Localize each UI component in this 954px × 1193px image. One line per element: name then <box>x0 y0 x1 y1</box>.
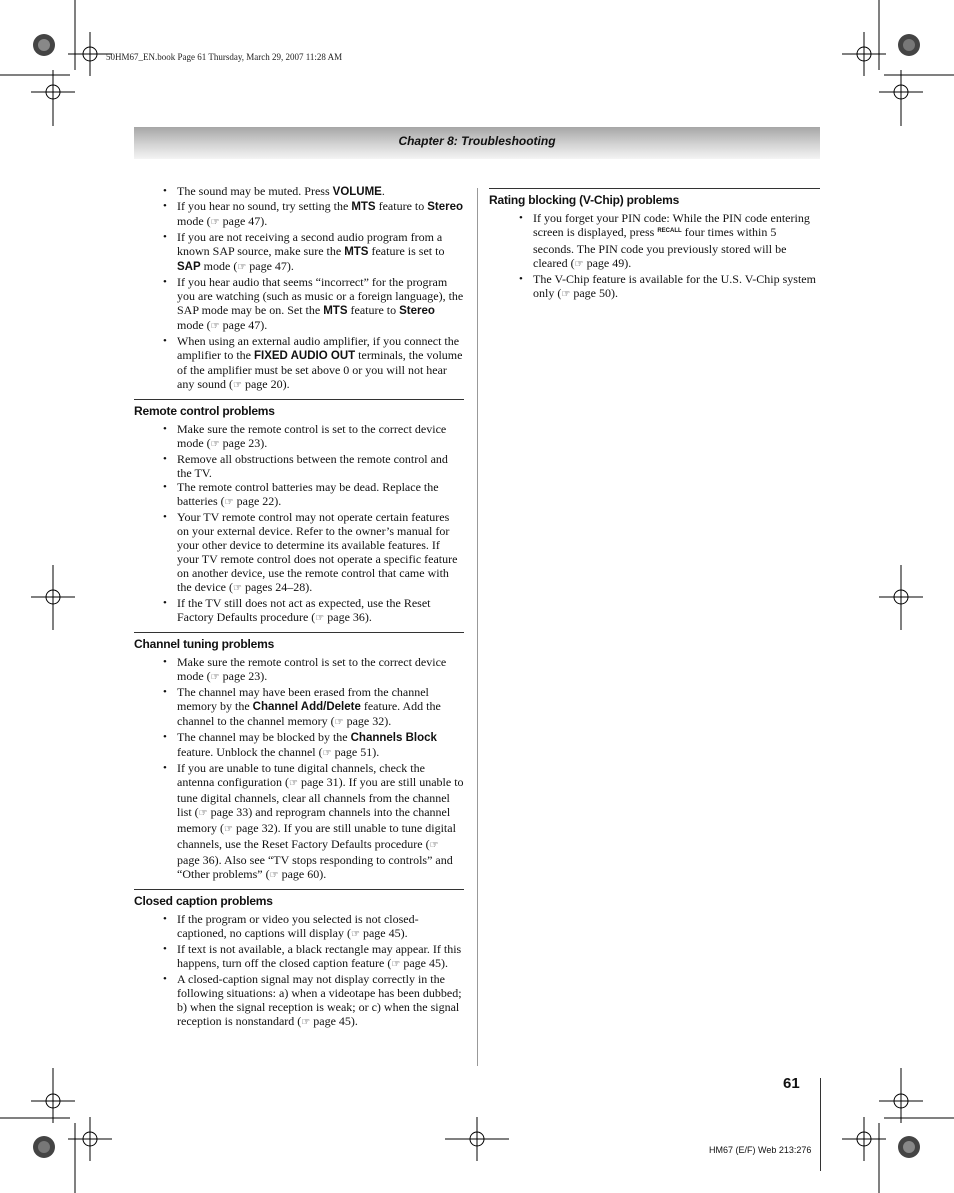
list-item: • If the TV still does not act as expected, use the Reset Factory Defaults procedure (☞ page 36). <box>134 596 464 626</box>
page-ref-icon: ☞ <box>301 1017 311 1028</box>
keyword: MTS <box>323 305 348 317</box>
page-ref-icon: ☞ <box>391 959 401 970</box>
list-item: • If you hear no sound, try setting the MTS feature to Stereo mode (☞ page 47). <box>134 199 464 230</box>
list-item: • If text is not available, a black rectangle may appear. If this happens, turn off the closed caption feature (☞ page 45). <box>134 942 464 972</box>
keyword: FIXED AUDIO OUT <box>253 350 356 362</box>
list-item: • The sound may be muted. Press VOLUME. <box>134 184 464 199</box>
page-ref-icon: ☞ <box>269 870 279 881</box>
chapter-title: Chapter 8: Troubleshooting <box>398 134 556 148</box>
page-ref-icon: ☞ <box>561 289 571 300</box>
page-ref-icon: ☞ <box>322 748 332 759</box>
page-ref-icon: ☞ <box>233 380 242 391</box>
keyword: VOLUME <box>332 186 382 198</box>
keyword: SAP <box>177 261 201 273</box>
list-item: • Make sure the remote control is set to the correct device mode (☞ page 23). <box>134 655 464 685</box>
keyword: Channels Block <box>350 732 437 744</box>
list-item: • Remove all obstructions between the remote control and the TV. <box>134 452 464 480</box>
list-item: • The V-Chip feature is available for the U.S. V-Chip system only (☞ page 50). <box>489 272 820 302</box>
closed-caption-heading: Closed caption problems <box>134 894 273 908</box>
page-ref-icon: ☞ <box>224 497 234 508</box>
list-item: • If you are not receiving a second audio program from a known SAP source, make sure the MTS feature is set to SAP mode (☞ page 47). <box>134 230 464 275</box>
page-ref-icon: ☞ <box>210 439 220 450</box>
list-item: • If you hear audio that seems “incorrect” for the program you are watching (such as music or a foreign language), the SAP mode may be on. Set the MTS feature to Stereo mode (☞ page 47). <box>134 275 464 334</box>
print-slug: 50HM67_EN.book Page 61 Thursday, March 29, 2007 11:28 AM <box>106 52 343 62</box>
keyword: Channel Add/Delete <box>252 701 361 713</box>
list-item: • If you forget your PIN code: While the PIN code entering screen is displayed, press $^{RECALL}$ four times within 5 seconds. The PIN code you previously stored will be cleared (☞ page 49). <box>489 211 820 272</box>
list-item: • The remote control batteries may be dead. Replace the batteries (☞ page 22). <box>134 480 464 510</box>
channel-tuning-heading: Channel tuning problems <box>134 637 275 651</box>
list-item: • Your TV remote control may not operate certain features on your external device. Refer to the owner’s manual for your other device to determine its available features. If your TV remote control does not operate a specific feature on another device, use the remote control that came with the device (☞ pages 24–28). <box>134 510 464 596</box>
page-ref-icon: ☞ <box>224 824 233 835</box>
page-ref-icon: ☞ <box>232 583 242 594</box>
page-ref-icon: ☞ <box>574 259 584 270</box>
list-item: • Make sure the remote control is set to the correct device mode (☞ page 23). <box>134 422 464 452</box>
list-item: • If the program or video you selected is not closed-captioned, no captions will display (☞ page 45). <box>134 912 464 942</box>
page-ref-icon: ☞ <box>198 808 208 819</box>
keyword: Stereo <box>399 305 435 317</box>
page-ref-icon: ☞ <box>237 262 247 273</box>
page-ref-icon: ☞ <box>315 613 325 624</box>
keyword: MTS <box>351 201 376 213</box>
list-item: • A closed-caption signal may not display correctly in the following situations: a) when a videotape has been dubbed; b) when the signal reception is weak; or c) when the signal reception is nonstandard (☞ page 45). <box>134 972 464 1030</box>
page-ref-icon: ☞ <box>210 217 220 228</box>
remote-control-heading: Remote control problems <box>134 404 275 418</box>
page-number: 61 <box>783 1075 800 1092</box>
page-ref-icon: ☞ <box>334 717 344 728</box>
recall-button-icon: RECALL <box>657 228 682 234</box>
page-ref-icon: ☞ <box>210 321 220 332</box>
list-item: • The channel may have been erased from the channel memory by the Channel Add/Delete feature. Add the channel to the channel memory (☞ page 32). <box>134 685 464 730</box>
page-ref-icon: ☞ <box>429 840 439 851</box>
list-item: • When using an external audio amplifier, if you connect the amplifier to the FIXED AUDIO OUT terminals, the volume of the amplifier must be set above 0 or you will not hear any sound (☞ page 20). <box>134 334 464 393</box>
footer-code: HM67 (E/F) Web 213:276 <box>709 1145 812 1155</box>
keyword: Stereo <box>427 201 464 213</box>
list-item: • The channel may be blocked by the Channels Block feature. Unblock the channel (☞ page 51). <box>134 730 464 761</box>
page-ref-icon: ☞ <box>350 929 360 940</box>
page-ref-icon: ☞ <box>210 672 220 683</box>
vchip-heading: Rating blocking (V-Chip) problems <box>489 193 680 207</box>
keyword: MTS <box>344 246 369 258</box>
list-item: • If you are unable to tune digital channels, check the antenna configuration (☞ page 31). If you are still unable to tune digital channels, clear all channels from the channel list (☞ page 33) and reprogram channels into the channel memory (☞ page 32). If you are still unable to tune digital channels, use the Reset Factory Defaults procedure (☞ page 36). Also see “TV stops responding to controls” and “Other problems” (☞ page 60). <box>134 761 464 883</box>
page-ref-icon: ☞ <box>288 778 298 789</box>
